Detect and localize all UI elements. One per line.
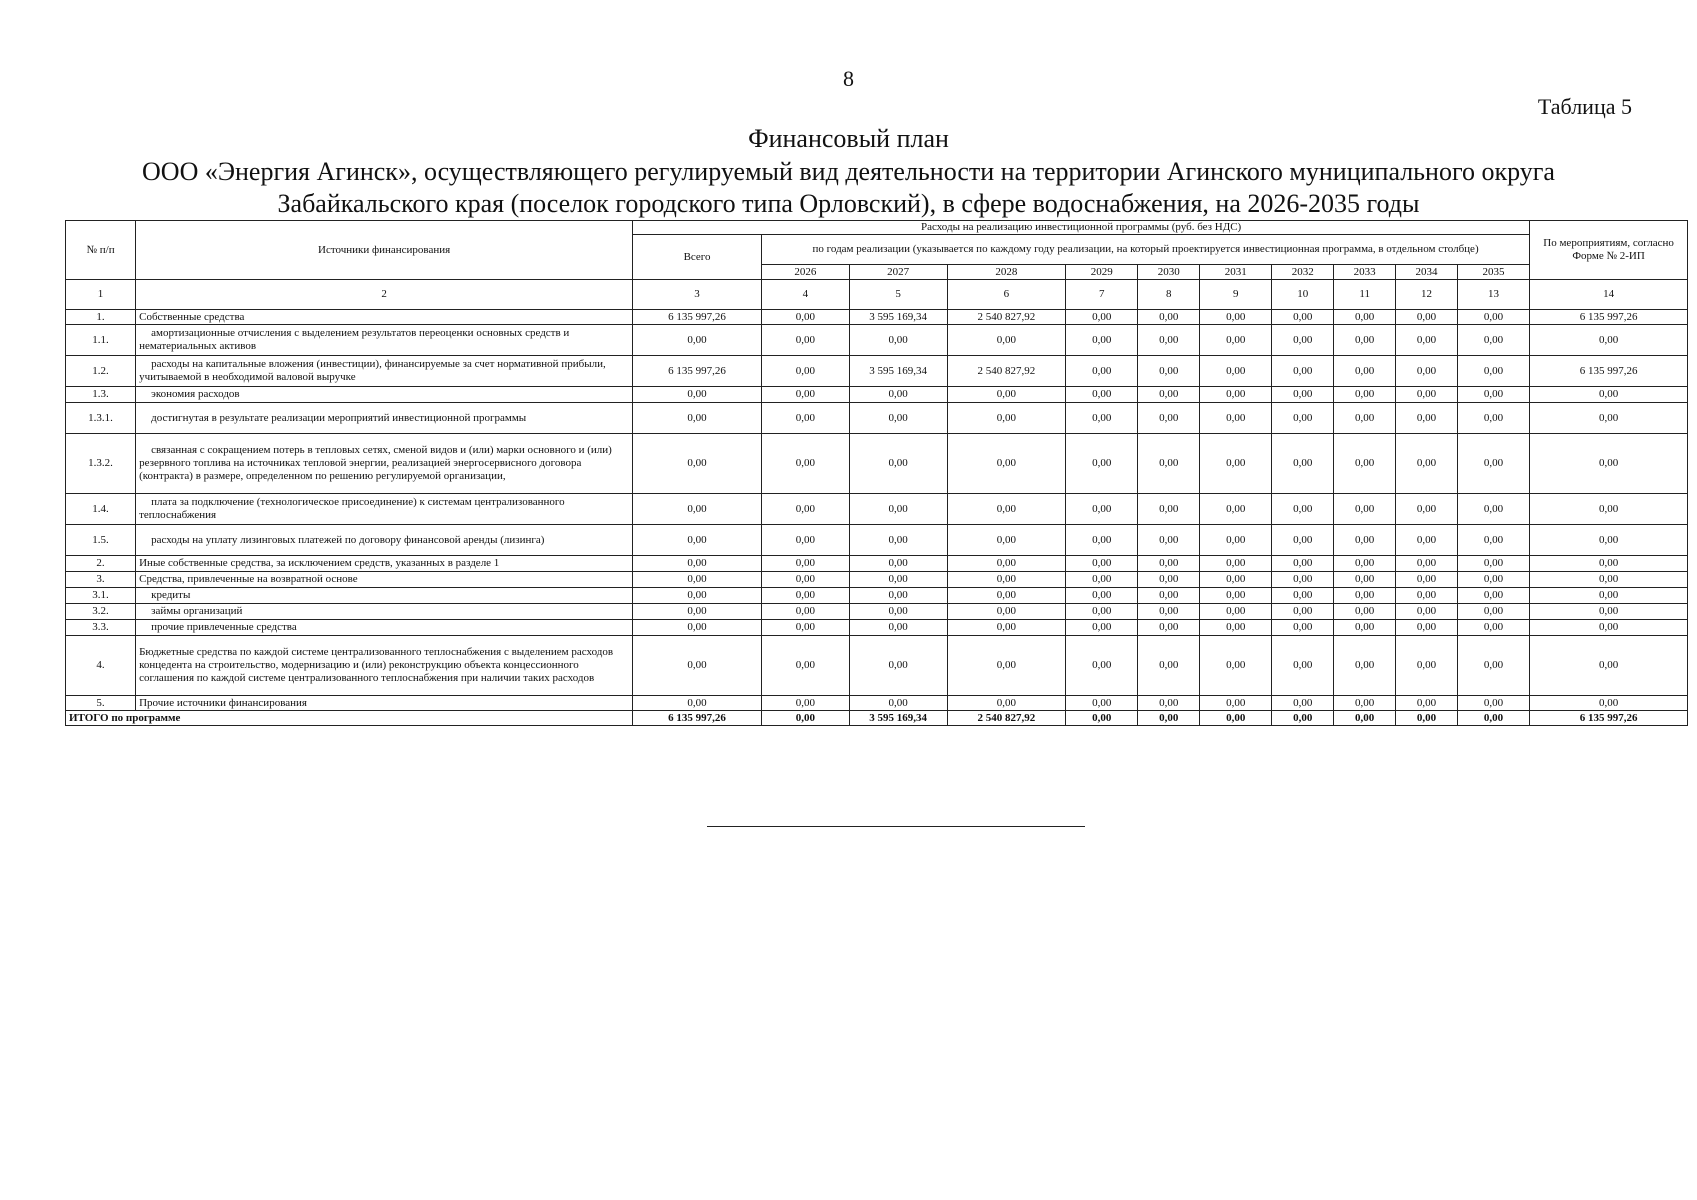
row-value: 0,00	[1334, 620, 1396, 636]
row-value: 0,00	[947, 525, 1066, 556]
row-value: 0,00	[1530, 696, 1688, 711]
row-value: 0,00	[1138, 325, 1200, 356]
row-value: 0,00	[762, 636, 850, 696]
row-value: 0,00	[1272, 696, 1334, 711]
row-value: 3 595 169,34	[849, 310, 947, 325]
header-year: 2027	[849, 265, 947, 280]
row-value: 0,00	[762, 403, 850, 434]
row-value: 0,00	[1396, 356, 1458, 387]
table-row	[66, 588, 1688, 604]
row-source-name: Прочие источники финансирования	[136, 696, 633, 711]
row-value: 0,00	[1530, 494, 1688, 525]
row-value: 0,00	[1272, 387, 1334, 403]
row-value: 0,00	[1334, 696, 1396, 711]
table-row	[66, 525, 1688, 556]
row-value: 0,00	[1138, 588, 1200, 604]
row-index: 1.3.	[66, 387, 136, 403]
row-value: 0,00	[1396, 696, 1458, 711]
row-value: 0,00	[633, 696, 762, 711]
row-value: 0,00	[947, 572, 1066, 588]
row-value: 0,00	[1272, 310, 1334, 325]
total-value: 6 135 997,26	[633, 711, 762, 726]
row-value: 2 540 827,92	[947, 310, 1066, 325]
row-source-name: Бюджетные средства по каждой системе централизованного теплоснабжения с выделением расходов концедента на строительство, модернизацию и (или) реконструкцию объекта концессионного соглашения по каждой системе централизованного теплоснабжения при наличии таких расходов	[136, 636, 633, 696]
row-value: 0,00	[1138, 494, 1200, 525]
row-value: 0,00	[633, 387, 762, 403]
row-value: 0,00	[1396, 525, 1458, 556]
table-row	[66, 604, 1688, 620]
row-value: 0,00	[1457, 403, 1529, 434]
row-source-name: займы организаций	[136, 604, 633, 620]
row-value: 0,00	[762, 310, 850, 325]
row-value: 0,00	[1138, 620, 1200, 636]
row-value: 0,00	[1396, 636, 1458, 696]
row-value: 0,00	[1200, 636, 1272, 696]
row-index: 3.2.	[66, 604, 136, 620]
total-value: 0,00	[1200, 711, 1272, 726]
header-year: 2033	[1334, 265, 1396, 280]
row-index: 1.4.	[66, 494, 136, 525]
table-row	[66, 620, 1688, 636]
row-value: 0,00	[1457, 325, 1529, 356]
row-value: 0,00	[1334, 387, 1396, 403]
column-number: 12	[1396, 280, 1458, 310]
row-value: 0,00	[1200, 572, 1272, 588]
row-value: 0,00	[1066, 434, 1138, 494]
header-expenses: Расходы на реализацию инвестиционной программы (руб. без НДС)	[633, 221, 1530, 235]
total-label: ИТОГО по программе	[66, 711, 633, 726]
total-value: 0,00	[1457, 711, 1529, 726]
row-value: 0,00	[633, 494, 762, 525]
table-row	[66, 403, 1688, 434]
row-value: 0,00	[1066, 525, 1138, 556]
row-value: 3 595 169,34	[849, 356, 947, 387]
row-value: 0,00	[1396, 494, 1458, 525]
row-value: 0,00	[849, 588, 947, 604]
row-value: 0,00	[1530, 403, 1688, 434]
row-value: 0,00	[762, 525, 850, 556]
row-index: 4.	[66, 636, 136, 696]
row-value: 0,00	[1334, 356, 1396, 387]
row-value: 0,00	[1272, 636, 1334, 696]
row-index: 1.	[66, 310, 136, 325]
row-value: 0,00	[762, 556, 850, 572]
total-value: 2 540 827,92	[947, 711, 1066, 726]
row-index: 1.1.	[66, 325, 136, 356]
row-value: 0,00	[947, 620, 1066, 636]
row-value: 0,00	[1138, 356, 1200, 387]
row-value: 0,00	[633, 588, 762, 604]
row-value: 0,00	[1457, 494, 1529, 525]
row-value: 0,00	[1200, 604, 1272, 620]
row-value: 0,00	[1334, 572, 1396, 588]
row-value: 0,00	[1530, 604, 1688, 620]
row-value: 0,00	[633, 403, 762, 434]
row-value: 0,00	[947, 434, 1066, 494]
row-value: 0,00	[947, 325, 1066, 356]
row-value: 0,00	[1066, 310, 1138, 325]
row-value: 0,00	[1200, 356, 1272, 387]
total-value: 0,00	[1066, 711, 1138, 726]
total-value: 3 595 169,34	[849, 711, 947, 726]
header-year: 2029	[1066, 265, 1138, 280]
row-value: 0,00	[849, 387, 947, 403]
row-value: 0,00	[849, 636, 947, 696]
row-value: 0,00	[1457, 356, 1529, 387]
row-value: 0,00	[1200, 620, 1272, 636]
row-value: 0,00	[762, 325, 850, 356]
row-value: 0,00	[1066, 696, 1138, 711]
row-value: 0,00	[1396, 434, 1458, 494]
header-source: Источники финансирования	[136, 221, 633, 280]
row-value: 0,00	[633, 620, 762, 636]
row-value: 0,00	[1530, 572, 1688, 588]
row-source-name: амортизационные отчисления с выделением результатов переоценки основных средств и нематериальных активов	[136, 325, 633, 356]
total-value: 0,00	[762, 711, 850, 726]
row-value: 0,00	[1334, 556, 1396, 572]
row-value: 0,00	[1138, 434, 1200, 494]
row-value: 0,00	[1272, 572, 1334, 588]
row-value: 0,00	[1396, 325, 1458, 356]
row-value: 0,00	[1530, 556, 1688, 572]
row-value: 0,00	[849, 325, 947, 356]
row-value: 0,00	[1066, 387, 1138, 403]
row-value: 0,00	[1530, 588, 1688, 604]
row-value: 0,00	[849, 403, 947, 434]
row-index: 1.3.2.	[66, 434, 136, 494]
row-value: 0,00	[1200, 696, 1272, 711]
row-value: 6 135 997,26	[1530, 310, 1688, 325]
document-subtitle-line-1: ООО «Энергия Агинск», осуществляющего регулируемый вид деятельности на территории Агинского муниципального округа	[142, 157, 1555, 186]
column-number: 4	[762, 280, 850, 310]
row-value: 0,00	[1138, 387, 1200, 403]
row-value: 0,00	[762, 588, 850, 604]
table-row	[66, 434, 1688, 494]
row-value: 0,00	[1457, 525, 1529, 556]
row-value: 0,00	[947, 636, 1066, 696]
row-value: 0,00	[1138, 525, 1200, 556]
row-value: 0,00	[1457, 572, 1529, 588]
row-value: 0,00	[1066, 588, 1138, 604]
row-value: 0,00	[1272, 525, 1334, 556]
column-number: 3	[633, 280, 762, 310]
row-value: 0,00	[1138, 572, 1200, 588]
row-index: 3.3.	[66, 620, 136, 636]
document-title: Финансовый план	[748, 124, 949, 153]
row-value: 0,00	[1272, 325, 1334, 356]
row-value: 0,00	[1066, 403, 1138, 434]
row-value: 0,00	[1066, 494, 1138, 525]
row-value: 0,00	[633, 556, 762, 572]
row-value: 0,00	[1457, 604, 1529, 620]
row-source-name: расходы на уплату лизинговых платежей по договору финансовой аренды (лизинга)	[136, 525, 633, 556]
row-value: 0,00	[1066, 572, 1138, 588]
header-year: 2034	[1396, 265, 1458, 280]
table-row	[66, 636, 1688, 696]
row-value: 0,00	[1272, 403, 1334, 434]
row-value: 0,00	[1138, 696, 1200, 711]
document-subtitle-line-2: Забайкальского края (поселок городского типа Орловский), в сфере водоснабжения, на 2026-2035 годы	[277, 189, 1420, 218]
row-index: 5.	[66, 696, 136, 711]
total-value: 0,00	[1138, 711, 1200, 726]
column-numbers-row	[66, 280, 1688, 310]
header-per-measures: По мероприятиям, согласно Форме № 2-ИП	[1530, 221, 1688, 280]
row-index: 2.	[66, 556, 136, 572]
column-number: 14	[1530, 280, 1688, 310]
column-number: 7	[1066, 280, 1138, 310]
row-value: 0,00	[849, 525, 947, 556]
row-value: 0,00	[1272, 356, 1334, 387]
row-value: 0,00	[849, 494, 947, 525]
table-row	[66, 356, 1688, 387]
row-source-name: Собственные средства	[136, 310, 633, 325]
row-value: 0,00	[762, 494, 850, 525]
row-value: 0,00	[947, 556, 1066, 572]
column-number: 6	[947, 280, 1066, 310]
header-year: 2031	[1200, 265, 1272, 280]
row-value: 0,00	[1457, 620, 1529, 636]
row-value: 0,00	[633, 636, 762, 696]
row-value: 0,00	[762, 434, 850, 494]
row-value: 0,00	[1334, 434, 1396, 494]
row-value: 0,00	[1200, 310, 1272, 325]
total-value: 0,00	[1272, 711, 1334, 726]
row-value: 0,00	[1457, 387, 1529, 403]
row-source-name: Иные собственные средства, за исключением средств, указанных в разделе 1	[136, 556, 633, 572]
row-value: 0,00	[849, 696, 947, 711]
table-label: Таблица 5	[1537, 94, 1632, 119]
row-source-name: достигнутая в результате реализации мероприятий инвестиционной программы	[136, 403, 633, 434]
row-value: 0,00	[1457, 434, 1529, 494]
total-row	[66, 711, 1688, 726]
row-value: 0,00	[762, 696, 850, 711]
row-value: 0,00	[1272, 494, 1334, 525]
table-row	[66, 494, 1688, 525]
column-number: 1	[66, 280, 136, 310]
page-number: 8	[843, 66, 854, 91]
row-value: 0,00	[1272, 556, 1334, 572]
column-number: 5	[849, 280, 947, 310]
row-value: 0,00	[849, 620, 947, 636]
row-value: 0,00	[762, 387, 850, 403]
row-value: 0,00	[849, 556, 947, 572]
column-number: 13	[1457, 280, 1529, 310]
row-value: 0,00	[1530, 636, 1688, 696]
table-row	[66, 696, 1688, 711]
row-value: 0,00	[947, 604, 1066, 620]
row-value: 0,00	[1530, 325, 1688, 356]
total-value: 6 135 997,26	[1530, 711, 1688, 726]
row-value: 0,00	[1530, 387, 1688, 403]
row-value: 0,00	[1457, 696, 1529, 711]
column-number: 8	[1138, 280, 1200, 310]
column-number: 9	[1200, 280, 1272, 310]
row-value: 6 135 997,26	[1530, 356, 1688, 387]
row-index: 1.2.	[66, 356, 136, 387]
header-year: 2035	[1457, 265, 1529, 280]
row-value: 0,00	[1200, 325, 1272, 356]
row-value: 0,00	[1396, 556, 1458, 572]
row-value: 0,00	[1457, 556, 1529, 572]
row-value: 0,00	[1334, 588, 1396, 604]
row-value: 0,00	[1396, 572, 1458, 588]
row-value: 0,00	[1138, 556, 1200, 572]
row-value: 0,00	[1334, 604, 1396, 620]
row-value: 0,00	[633, 572, 762, 588]
row-value: 0,00	[762, 604, 850, 620]
row-value: 0,00	[1396, 403, 1458, 434]
row-source-name: плата за подключение (технологическое присоединение) к системам централизованного теплоснабжения	[136, 494, 633, 525]
row-value: 0,00	[1200, 556, 1272, 572]
row-value: 0,00	[1066, 636, 1138, 696]
row-source-name: экономия расходов	[136, 387, 633, 403]
row-value: 0,00	[1396, 387, 1458, 403]
table-row	[66, 572, 1688, 588]
row-value: 0,00	[633, 325, 762, 356]
column-number: 2	[136, 280, 633, 310]
column-number: 11	[1334, 280, 1396, 310]
header-year: 2026	[762, 265, 850, 280]
row-value: 0,00	[1457, 310, 1529, 325]
header-year: 2028	[947, 265, 1066, 280]
row-value: 0,00	[1138, 636, 1200, 696]
row-value: 0,00	[1530, 525, 1688, 556]
row-value: 0,00	[1272, 434, 1334, 494]
row-value: 0,00	[1530, 434, 1688, 494]
row-value: 0,00	[1334, 310, 1396, 325]
row-value: 0,00	[1457, 636, 1529, 696]
row-value: 0,00	[1334, 494, 1396, 525]
row-value: 0,00	[1066, 356, 1138, 387]
row-value: 0,00	[633, 434, 762, 494]
table-row	[66, 556, 1688, 572]
row-value: 0,00	[1200, 387, 1272, 403]
row-value: 6 135 997,26	[633, 356, 762, 387]
row-value: 0,00	[1138, 403, 1200, 434]
row-value: 2 540 827,92	[947, 356, 1066, 387]
header-total: Всего	[633, 235, 762, 280]
row-value: 0,00	[1396, 310, 1458, 325]
row-value: 0,00	[1272, 604, 1334, 620]
table-row	[66, 325, 1688, 356]
row-value: 0,00	[1066, 620, 1138, 636]
row-value: 0,00	[849, 434, 947, 494]
row-value: 0,00	[1396, 620, 1458, 636]
row-value: 6 135 997,26	[633, 310, 762, 325]
row-source-name: прочие привлеченные средства	[136, 620, 633, 636]
row-index: 3.	[66, 572, 136, 588]
row-value: 0,00	[1138, 604, 1200, 620]
table-row	[66, 387, 1688, 403]
row-value: 0,00	[1396, 604, 1458, 620]
row-value: 0,00	[1200, 525, 1272, 556]
row-value: 0,00	[947, 696, 1066, 711]
row-value: 0,00	[1066, 325, 1138, 356]
row-value: 0,00	[1200, 434, 1272, 494]
row-value: 0,00	[1138, 310, 1200, 325]
row-value: 0,00	[1334, 325, 1396, 356]
row-value: 0,00	[849, 572, 947, 588]
row-value: 0,00	[849, 604, 947, 620]
row-value: 0,00	[947, 494, 1066, 525]
row-value: 0,00	[633, 604, 762, 620]
closing-line	[707, 826, 1085, 827]
row-value: 0,00	[1334, 636, 1396, 696]
row-value: 0,00	[1066, 556, 1138, 572]
row-value: 0,00	[1334, 525, 1396, 556]
row-source-name: связанная с сокращением потерь в тепловых сетях, сменой видов и (или) марки основного и (или) резервного топлива на источниках тепловой энергии, реализацией энергосервисного договора (контракта) в размере, определенном по решению регулируемой организации,	[136, 434, 633, 494]
row-index: 1.5.	[66, 525, 136, 556]
row-value: 0,00	[1334, 403, 1396, 434]
row-value: 0,00	[1200, 588, 1272, 604]
row-value: 0,00	[947, 387, 1066, 403]
row-value: 0,00	[1066, 604, 1138, 620]
total-value: 0,00	[1334, 711, 1396, 726]
row-source-name: расходы на капитальные вложения (инвестиции), финансируемые за счет нормативной прибыли, учитываемой в необходимой валовой выручке	[136, 356, 633, 387]
row-value: 0,00	[1396, 588, 1458, 604]
row-value: 0,00	[1530, 620, 1688, 636]
row-source-name: Средства, привлеченные на возвратной основе	[136, 572, 633, 588]
row-value: 0,00	[1200, 494, 1272, 525]
row-value: 0,00	[633, 525, 762, 556]
header-num: № п/п	[66, 221, 136, 280]
row-value: 0,00	[1200, 403, 1272, 434]
row-value: 0,00	[1272, 588, 1334, 604]
row-value: 0,00	[1457, 588, 1529, 604]
total-value: 0,00	[1396, 711, 1458, 726]
row-value: 0,00	[762, 620, 850, 636]
header-year: 2032	[1272, 265, 1334, 280]
row-value: 0,00	[762, 356, 850, 387]
header-year: 2030	[1138, 265, 1200, 280]
column-number: 10	[1272, 280, 1334, 310]
row-index: 1.3.1.	[66, 403, 136, 434]
table-row	[66, 310, 1688, 325]
row-source-name: кредиты	[136, 588, 633, 604]
row-value: 0,00	[947, 403, 1066, 434]
row-index: 3.1.	[66, 588, 136, 604]
financial-plan-table	[65, 220, 1688, 726]
row-value: 0,00	[947, 588, 1066, 604]
row-value: 0,00	[1272, 620, 1334, 636]
row-value: 0,00	[762, 572, 850, 588]
header-by-years: по годам реализации (указывается по каждому году реализации, на который проектируется инвестиционная программа, в отдельном столбце)	[762, 235, 1530, 265]
